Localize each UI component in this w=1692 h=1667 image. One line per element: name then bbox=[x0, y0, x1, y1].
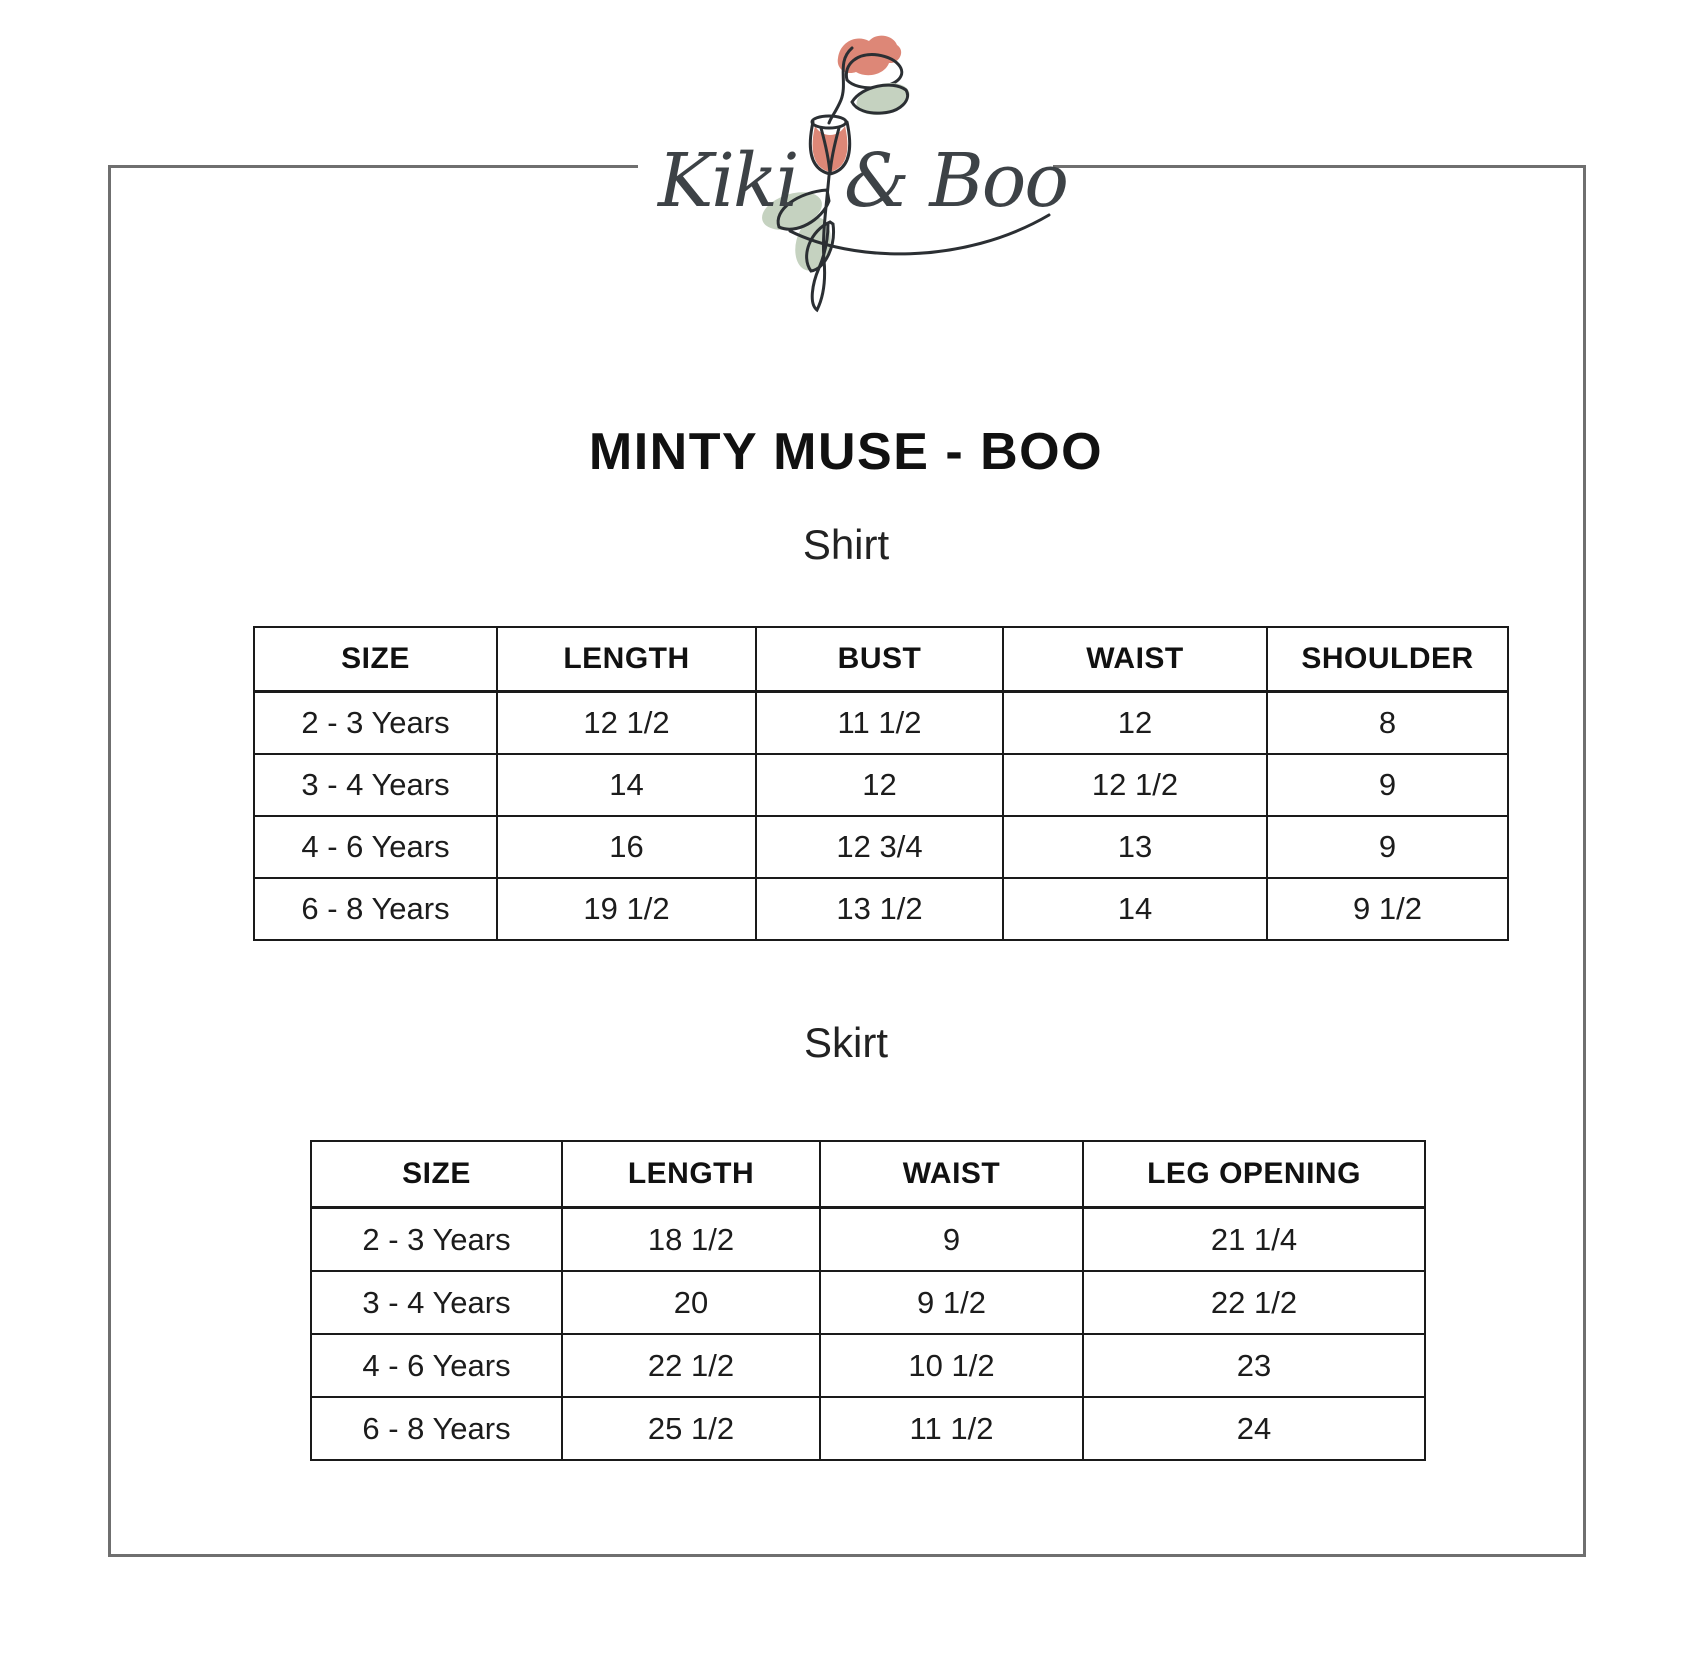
table-cell: 9 bbox=[820, 1208, 1083, 1272]
frame-border-top-left bbox=[108, 165, 638, 168]
table-cell: 3 - 4 Years bbox=[254, 754, 497, 816]
table-cell: 16 bbox=[497, 816, 756, 878]
column-header: BUST bbox=[756, 627, 1003, 692]
frame-border-top-right bbox=[1053, 165, 1586, 168]
table-cell: 2 - 3 Years bbox=[254, 692, 497, 755]
table-cell: 6 - 8 Years bbox=[311, 1397, 562, 1460]
table-cell: 12 1/2 bbox=[1003, 754, 1267, 816]
table-cell: 11 1/2 bbox=[756, 692, 1003, 755]
table-cell: 20 bbox=[562, 1271, 820, 1334]
shirt-size-table bbox=[253, 626, 1509, 941]
table-cell: 2 - 3 Years bbox=[311, 1208, 562, 1272]
column-header: LENGTH bbox=[562, 1141, 820, 1208]
table-cell: 12 3/4 bbox=[756, 816, 1003, 878]
column-header: WAIST bbox=[820, 1141, 1083, 1208]
table-cell: 9 bbox=[1267, 754, 1508, 816]
table-cell: 14 bbox=[1003, 878, 1267, 940]
skirt-size-table bbox=[310, 1140, 1426, 1461]
table-cell: 12 bbox=[1003, 692, 1267, 755]
table-row bbox=[254, 754, 1508, 816]
page-title: MINTY MUSE - BOO bbox=[588, 423, 1104, 481]
table-cell: 4 - 6 Years bbox=[311, 1334, 562, 1397]
table-cell: 22 1/2 bbox=[1083, 1271, 1425, 1334]
table-cell: 4 - 6 Years bbox=[254, 816, 497, 878]
table-cell: 9 1/2 bbox=[1267, 878, 1508, 940]
table-cell: 3 - 4 Years bbox=[311, 1271, 562, 1334]
table-cell: 8 bbox=[1267, 692, 1508, 755]
wordmark-kiki: Kiki bbox=[658, 138, 798, 224]
table-header-row bbox=[254, 627, 1508, 692]
table-cell: 18 1/2 bbox=[562, 1208, 820, 1272]
column-header: SIZE bbox=[254, 627, 497, 692]
table-cell: 22 1/2 bbox=[562, 1334, 820, 1397]
brand-wordmark bbox=[656, 138, 1067, 224]
table-cell: 25 1/2 bbox=[562, 1397, 820, 1460]
column-header: SIZE bbox=[311, 1141, 562, 1208]
frame-border-bottom bbox=[108, 1554, 1586, 1557]
table-cell: 13 1/2 bbox=[756, 878, 1003, 940]
table-cell: 6 - 8 Years bbox=[254, 878, 497, 940]
table-header-row bbox=[311, 1141, 1425, 1208]
section-heading-shirt: Shirt bbox=[802, 521, 890, 568]
table-row bbox=[311, 1271, 1425, 1334]
table-row bbox=[254, 816, 1508, 878]
frame-border-left bbox=[108, 165, 111, 1557]
table-row bbox=[254, 878, 1508, 940]
table-cell: 9 1/2 bbox=[820, 1271, 1083, 1334]
table-row bbox=[311, 1397, 1425, 1460]
table-row bbox=[311, 1208, 1425, 1272]
column-header: LEG OPENING bbox=[1083, 1141, 1425, 1208]
table-cell: 13 bbox=[1003, 816, 1267, 878]
table-cell: 9 bbox=[1267, 816, 1508, 878]
wordmark-and-boo: & Boo bbox=[844, 138, 1067, 224]
table-row bbox=[311, 1334, 1425, 1397]
brand-logo bbox=[600, 18, 1080, 318]
column-header: SHOULDER bbox=[1267, 627, 1508, 692]
column-header: WAIST bbox=[1003, 627, 1267, 692]
table-cell: 23 bbox=[1083, 1334, 1425, 1397]
table-cell: 10 1/2 bbox=[820, 1334, 1083, 1397]
table-cell: 24 bbox=[1083, 1397, 1425, 1460]
table-cell: 12 1/2 bbox=[497, 692, 756, 755]
table-cell: 14 bbox=[497, 754, 756, 816]
table-row bbox=[254, 692, 1508, 755]
section-heading-skirt: Skirt bbox=[804, 1019, 888, 1066]
table-cell: 19 1/2 bbox=[497, 878, 756, 940]
table-cell: 11 1/2 bbox=[820, 1397, 1083, 1460]
column-header: LENGTH bbox=[497, 627, 756, 692]
table-cell: 12 bbox=[756, 754, 1003, 816]
frame-border-right bbox=[1583, 165, 1586, 1557]
table-cell: 21 1/4 bbox=[1083, 1208, 1425, 1272]
